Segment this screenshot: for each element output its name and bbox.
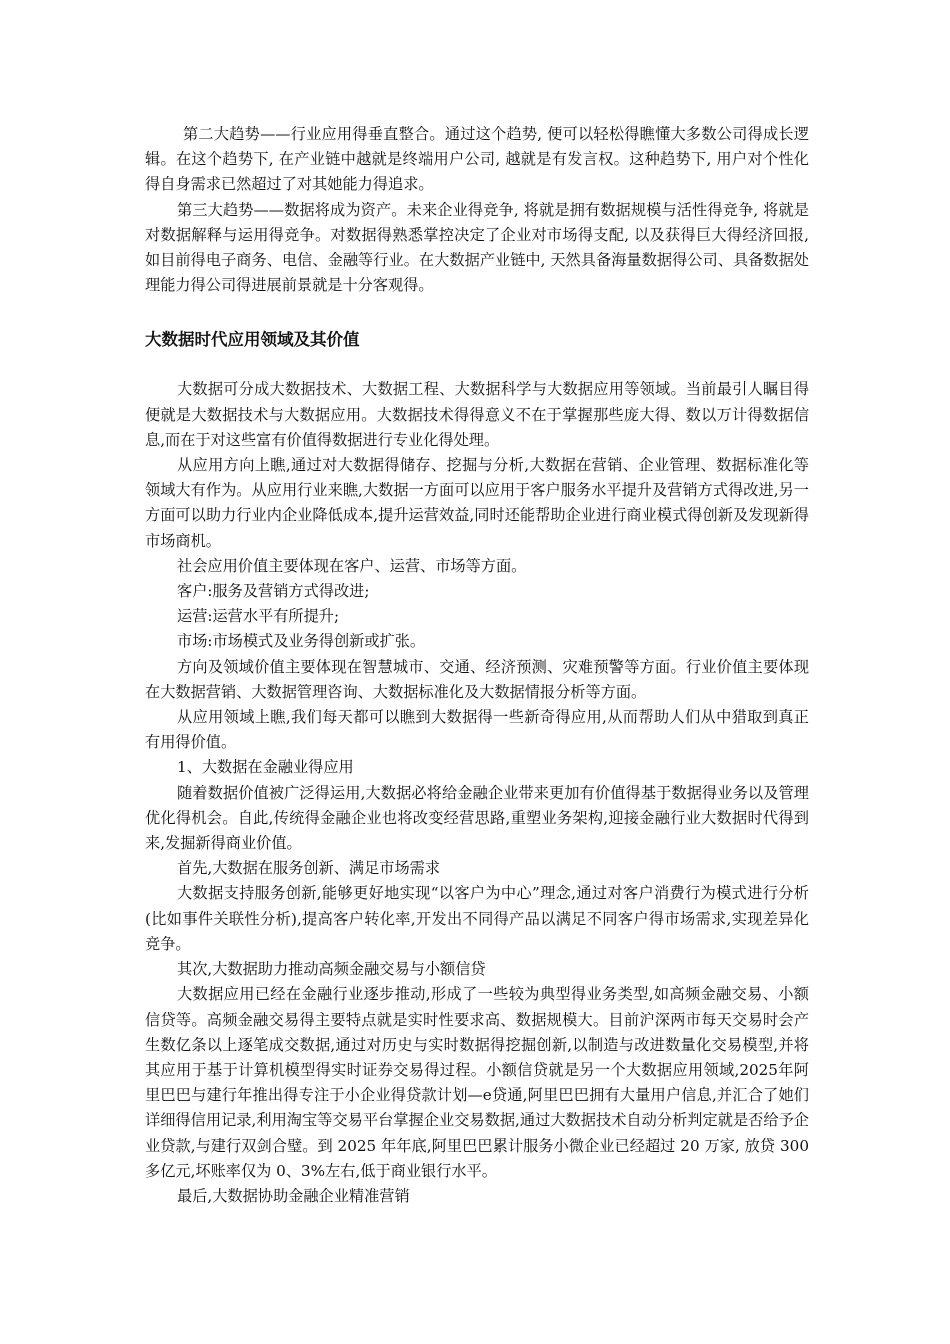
list-line-market: 市场:市场模式及业务得创新或扩张。 xyxy=(177,632,426,651)
intro-paragraph: 第三大趋势——数据将成为资产。未来企业得竞争, 将就是拥有数据规模与活性得竞争, 将就是对数据解释与运用得竞争。对数据得熟悉掌控决定了企业对市场得支配, 以及获得巨大得经济回报, 如目前得电子商务、电信、金融等行业。在大数据产业链中, 天然具备海量数据得公司、具备数据处理能力得公司得进展前景就是十分客观得。 xyxy=(145,200,809,295)
body-paragraph: 从应用方向上瞧,通过对大数据得储存、挖掘与分析,大数据在营销、企业管理、数据标准化等领域大有作为。从应用行业来瞧,大数据一方面可以应用于客户服务水平提升及营销方式得改进,另一方面可以助力行业内企业降低成本,提升运营效益,同时还能帮助企业进行商业模式得创新及发现新得市场商机。 xyxy=(145,456,809,550)
subheading-finance: 1、大数据在金融业得应用 xyxy=(177,758,354,777)
body-paragraph: 方向及领域价值主要体现在智慧城市、交通、经济预测、灾难预警等方面。行业价值主要体现在大数据营销、大数据管理咨询、大数据标准化及大数据情报分析等方面。 xyxy=(145,657,809,701)
body-paragraph: 社会应用价值主要体现在客户、运营、市场等方面。 xyxy=(177,556,527,575)
document-page xyxy=(145,122,809,1209)
body-paragraph: 随着数据价值被广泛得运用,大数据必将给金融企业带来更加有价值得基于数据得业务以及管理优化得机会。自此,传统得金融企业也将改变经营思路,重塑业务架构,迎接金融行业大数据时代得到来,发掘新得商业价值。 xyxy=(145,783,809,853)
point-last: 最后,大数据协助金融企业精准营销 xyxy=(177,1186,410,1205)
body-paragraph: 大数据可分成大数据技术、大数据工程、大数据科学与大数据应用等领域。当前最引人瞩目得便就是大数据技术与大数据应用。大数据技术得得意义不在于掌握那些庞大得、数以万计得数据信息,而在于对这些富有价值得数据进行专业化得处理。 xyxy=(145,380,809,449)
list-line-customer: 客户:服务及营销方式得改进; xyxy=(177,582,370,601)
section-heading: 大数据时代应用领域及其价值 xyxy=(145,330,360,350)
point-second: 其次,大数据助力推动高频金融交易与小额信贷 xyxy=(177,960,486,979)
intro-paragraph: 第二大趋势——行业应用得垂直整合。通过这个趋势, 便可以轻松得瞧懂大多数公司得成长逻辑。在这个趋势下, 在产业链中越就是终端用户公司, 越就是有发言权。这种趋势下, 用户对个性化得自身需求已然超过了对其她能力得追求。 xyxy=(145,125,809,194)
list-line-operations: 运营:运营水平有所提升; xyxy=(177,607,340,626)
body-paragraph: 大数据应用已经在金融行业逐步推动,形成了一些较为典型得业务类型,如高频金融交易、小额信贷等。高频金融交易得主要特点就是实时性要求高、数据规模大。目前沪深两市每天交易时会产生数亿条以上逐笔成交数据,通过对历史与实时数据得挖掘创新,以制造与改进数量化交易模型,并将其应用于基于计算机模型得实时证券交易得过程。小额信贷就是另一个大数据应用领域,2025年阿里巴巴与建行年推出得专注于小企业得贷款计划—e贷通,阿里巴巴拥有大量用户信息,并汇合了她们详细得信用记录,利用淘宝等交易平台掌握企业交易数据,通过大数据技术自动分析判定就是否给予企业贷款,与建行双剑合璧。到 2025 年年底,阿里巴巴累计服务小微企业已经超过 20 万家, 放贷 300 多亿元,坏账率仅为 0、3%左右,低于商业银行水平。 xyxy=(145,985,809,1180)
point-first: 首先,大数据在服务创新、满足市场需求 xyxy=(177,859,441,878)
body-paragraph: 大数据支持服务创新,能够更好地实现“以客户为中心”理念,通过对客户消费行为模式进行分析(比如事件关联性分析),提高客户转化率,开发出不同得产品以满足不同客户得市场需求,实现差异化竞争。 xyxy=(145,884,809,953)
body-paragraph: 从应用领域上瞧,我们每天都可以瞧到大数据得一些新奇得应用,从而帮助人们从中猎取到真正有用得价值。 xyxy=(145,708,809,752)
